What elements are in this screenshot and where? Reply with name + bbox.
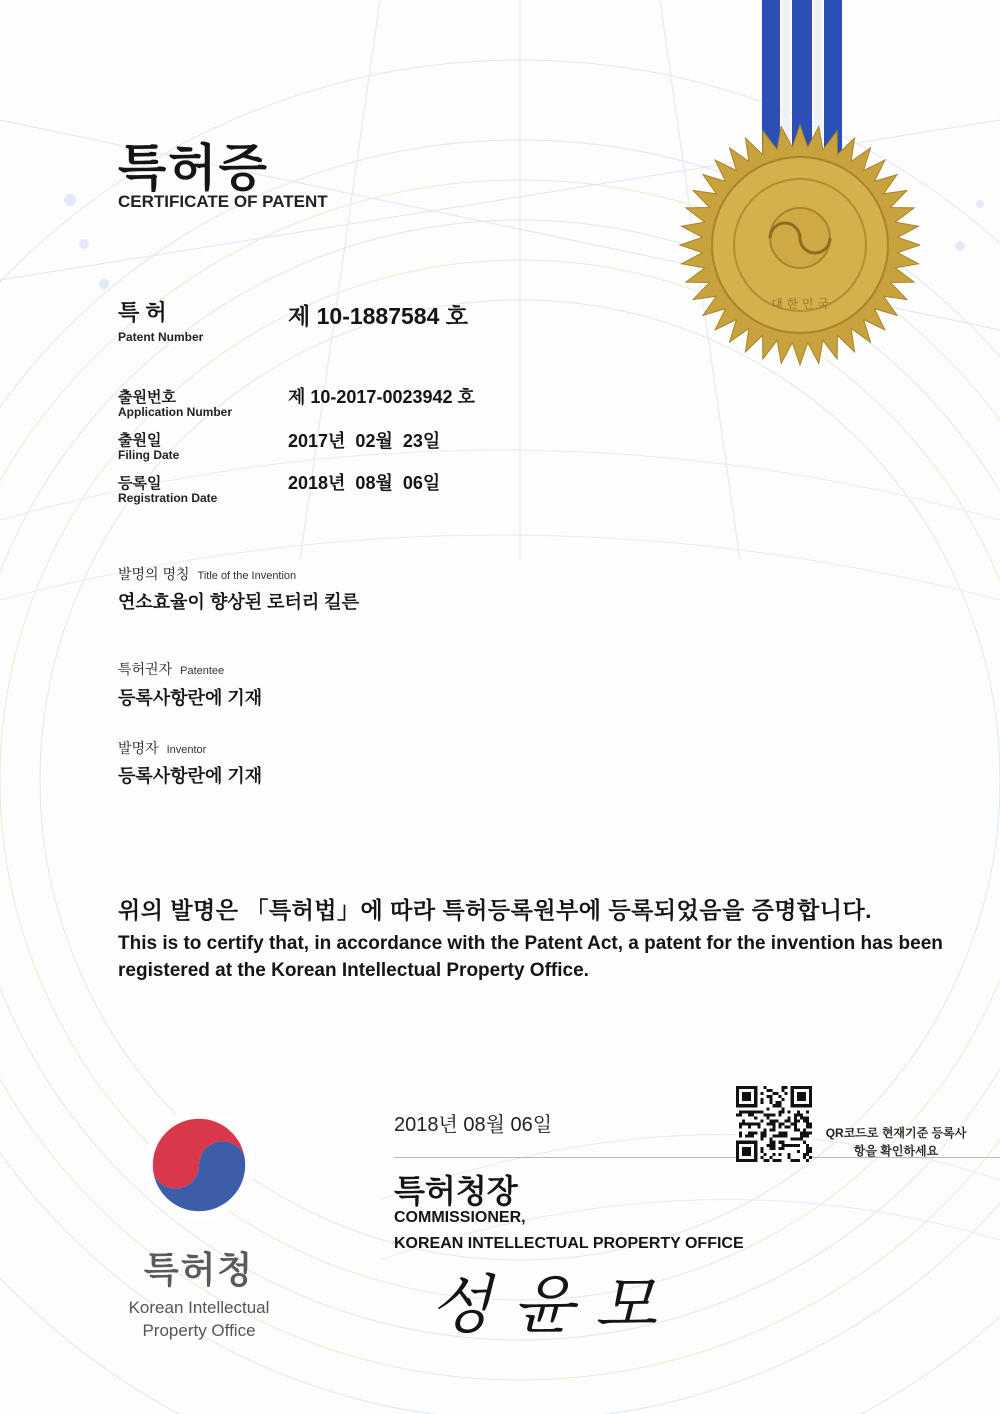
- invention-label-en: Title of the Invention: [197, 570, 297, 582]
- certificate-title-ko: 특허증: [118, 140, 269, 196]
- svg-text:성 윤 모: 성 윤 모: [430, 1269, 657, 1343]
- commissioner-title-en-line2: KOREAN INTELLECTUAL PROPERTY OFFICE: [394, 1235, 744, 1252]
- inventor-value: 등록사항란에 기재: [118, 766, 263, 786]
- kipo-name-en-line2: Property Office: [142, 1321, 256, 1340]
- commissioner-title-en-line1: COMMISSIONER,: [394, 1209, 526, 1226]
- kipo-name-ko: 특허청: [143, 1249, 255, 1290]
- patentee-label: [118, 659, 224, 679]
- registration-label-ko: 등록일: [118, 475, 162, 492]
- invention-label-ko: 발명의 명칭: [118, 566, 190, 582]
- patent-label-en: Patent Number: [118, 330, 204, 344]
- qr-note: QR코드로 현재기준 등록사항을 확인하세요: [825, 1126, 967, 1158]
- patent-label-ko: 특 허: [118, 300, 167, 325]
- inventor-label-en: Inventor: [166, 744, 207, 756]
- gold-seal-icon: [670, 0, 920, 370]
- application-label-en: Application Number: [118, 405, 233, 419]
- patent-number: 제 10-1887584 호: [288, 303, 468, 329]
- svg-text:대 한 민 국: 대 한 민 국: [771, 297, 829, 311]
- commissioner-signature: [420, 1255, 690, 1350]
- patentee-value: 등록사항란에 기재: [118, 688, 263, 708]
- application-label-ko: 출원번호: [118, 389, 176, 406]
- kipo-logo-icon: [140, 1106, 258, 1224]
- filing-date: 2017년 02월 23일: [288, 431, 441, 451]
- patentee-label-en: Patentee: [180, 665, 225, 677]
- filing-label-ko: 출원일: [118, 432, 162, 449]
- patentee-label-ko: 특허권자: [118, 661, 173, 677]
- filing-label-en: Filing Date: [118, 448, 180, 462]
- inventor-label: [118, 738, 206, 758]
- invention-label: [118, 564, 296, 584]
- kipo-name-en: [108, 1296, 290, 1342]
- invention-title: 연소효율이 향상된 로터리 킬른: [118, 592, 360, 612]
- commissioner-title-en: [394, 1205, 744, 1257]
- registration-label-en: Registration Date: [118, 491, 218, 505]
- issue-date: 2018년 08월 06일: [394, 1114, 553, 1136]
- certification-statement-ko: 위의 발명은 「특허법」에 따라 특허등록원부에 등록되었음을 증명합니다.: [118, 897, 873, 923]
- kipo-name-en-line1: Korean Intellectual: [128, 1298, 270, 1317]
- inventor-label-ko: 발명자: [118, 740, 159, 756]
- commissioner-title-ko: 특허청장: [394, 1173, 518, 1209]
- application-number: 제 10-2017-0023942 호: [288, 387, 475, 407]
- registration-date: 2018년 08월 06일: [288, 473, 441, 493]
- qr-code-icon[interactable]: [736, 1086, 812, 1162]
- certification-statement-en: This is to certify that, in accordance with the Patent Act, a patent for the invention has been registered at the Korean Intellectual Property Office.: [118, 933, 943, 981]
- certificate-title-en: CERTIFICATE OF PATENT: [118, 192, 328, 211]
